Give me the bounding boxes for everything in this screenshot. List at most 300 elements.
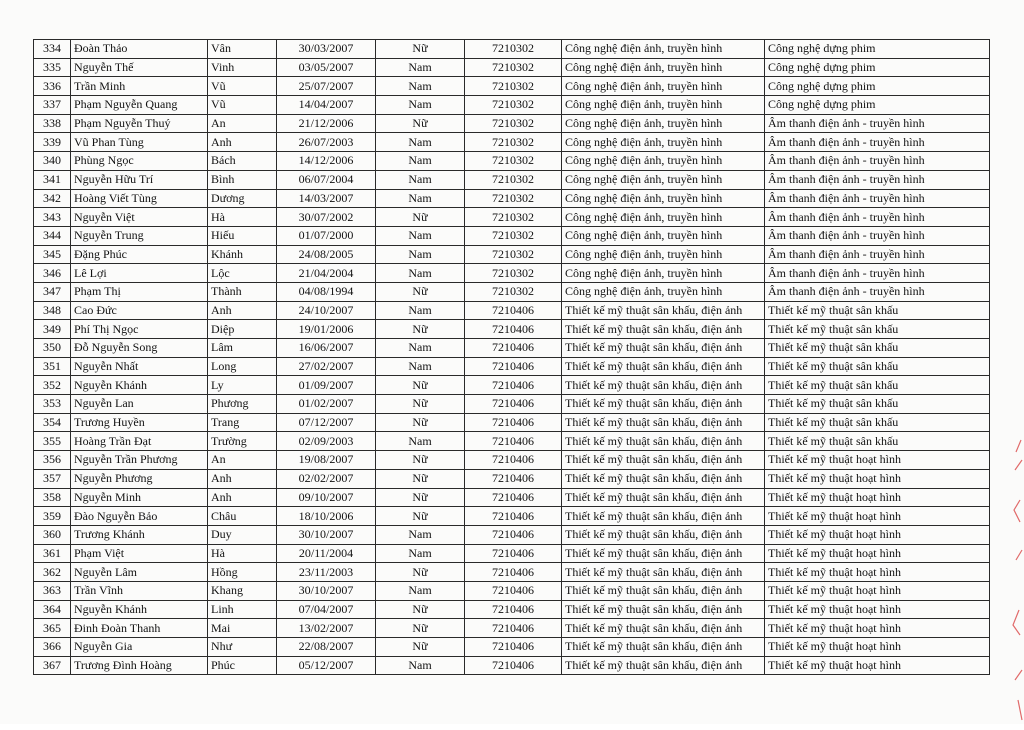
row-number-cell: 348 [34,301,71,320]
gender-cell: Nữ [376,600,465,619]
birth-date-cell: 02/09/2003 [277,432,376,451]
table-row [34,152,990,171]
surname-cell: Nguyễn Gia [71,638,208,657]
specialization-cell: Thiết kế mỹ thuật hoạt hình [765,451,990,470]
major-code-cell: 7210302 [465,282,562,301]
gender-cell: Nam [376,432,465,451]
major-code-cell: 7210302 [465,58,562,77]
surname-cell: Nguyễn Thế [71,58,208,77]
birth-date-cell: 24/08/2005 [277,245,376,264]
major-name-cell: Thiết kế mỹ thuật sân khấu, điện ảnh [562,376,765,395]
major-name-cell: Công nghệ điện ảnh, truyền hình [562,282,765,301]
major-name-cell: Công nghệ điện ảnh, truyền hình [562,208,765,227]
major-code-cell: 7210406 [465,357,562,376]
major-name-cell: Thiết kế mỹ thuật sân khấu, điện ảnh [562,656,765,675]
specialization-cell: Thiết kế mỹ thuật hoạt hình [765,638,990,657]
gender-cell: Nữ [376,282,465,301]
birth-date-cell: 24/10/2007 [277,301,376,320]
gender-cell: Nam [376,581,465,600]
major-code-cell: 7210406 [465,638,562,657]
red-stamp-edge [1010,430,1024,730]
row-number-cell: 335 [34,58,71,77]
surname-cell: Nguyễn Khánh [71,376,208,395]
given-name-cell: Anh [208,133,277,152]
surname-cell: Trần Vĩnh [71,581,208,600]
surname-cell: Phạm Thị [71,282,208,301]
specialization-cell: Âm thanh điện ảnh - truyền hình [765,189,990,208]
table-row [34,339,990,358]
birth-date-cell: 14/03/2007 [277,189,376,208]
gender-cell: Nam [376,58,465,77]
major-name-cell: Công nghệ điện ảnh, truyền hình [562,114,765,133]
surname-cell: Đặng Phúc [71,245,208,264]
major-name-cell: Thiết kế mỹ thuật sân khấu, điện ảnh [562,619,765,638]
specialization-cell: Âm thanh điện ảnh - truyền hình [765,282,990,301]
surname-cell: Phạm Nguyễn Quang [71,96,208,115]
table-row [34,451,990,470]
table-row [34,170,990,189]
major-code-cell: 7210406 [465,376,562,395]
major-code-cell: 7210406 [465,301,562,320]
birth-date-cell: 02/02/2007 [277,469,376,488]
row-number-cell: 365 [34,619,71,638]
specialization-cell: Thiết kế mỹ thuật sân khấu [765,376,990,395]
specialization-cell: Âm thanh điện ảnh - truyền hình [765,264,990,283]
row-number-cell: 347 [34,282,71,301]
given-name-cell: An [208,451,277,470]
given-name-cell: Hồng [208,563,277,582]
birth-date-cell: 30/07/2002 [277,208,376,227]
major-code-cell: 7210302 [465,77,562,96]
major-name-cell: Thiết kế mỹ thuật sân khấu, điện ảnh [562,395,765,414]
major-name-cell: Thiết kế mỹ thuật sân khấu, điện ảnh [562,469,765,488]
major-code-cell: 7210406 [465,619,562,638]
gender-cell: Nam [376,133,465,152]
row-number-cell: 337 [34,96,71,115]
major-code-cell: 7210302 [465,245,562,264]
birth-date-cell: 19/01/2006 [277,320,376,339]
row-number-cell: 353 [34,395,71,414]
surname-cell: Nguyễn Phương [71,469,208,488]
birth-date-cell: 26/07/2003 [277,133,376,152]
gender-cell: Nam [376,656,465,675]
given-name-cell: Phương [208,395,277,414]
given-name-cell: Long [208,357,277,376]
table-row [34,544,990,563]
major-name-cell: Thiết kế mỹ thuật sân khấu, điện ảnh [562,525,765,544]
given-name-cell: Châu [208,507,277,526]
major-name-cell: Thiết kế mỹ thuật sân khấu, điện ảnh [562,563,765,582]
major-code-cell: 7210302 [465,264,562,283]
table-row [34,245,990,264]
surname-cell: Phí Thị Ngọc [71,320,208,339]
gender-cell: Nữ [376,320,465,339]
surname-cell: Nguyễn Trung [71,226,208,245]
major-name-cell: Công nghệ điện ảnh, truyền hình [562,245,765,264]
major-code-cell: 7210406 [465,320,562,339]
surname-cell: Trương Đình Hoàng [71,656,208,675]
surname-cell: Nguyễn Hữu Trí [71,170,208,189]
birth-date-cell: 16/06/2007 [277,339,376,358]
student-list-table [33,39,990,675]
gender-cell: Nam [376,170,465,189]
gender-cell: Nữ [376,469,465,488]
table-row [34,226,990,245]
major-name-cell: Thiết kế mỹ thuật sân khấu, điện ảnh [562,600,765,619]
major-code-cell: 7210302 [465,152,562,171]
gender-cell: Nam [376,264,465,283]
major-code-cell: 7210302 [465,114,562,133]
table-row [34,432,990,451]
birth-date-cell: 30/10/2007 [277,581,376,600]
row-number-cell: 334 [34,40,71,59]
surname-cell: Đỗ Nguyễn Song [71,339,208,358]
gender-cell: Nữ [376,395,465,414]
given-name-cell: Lộc [208,264,277,283]
gender-cell: Nam [376,189,465,208]
major-name-cell: Công nghệ điện ảnh, truyền hình [562,58,765,77]
given-name-cell: Phúc [208,656,277,675]
birth-date-cell: 01/09/2007 [277,376,376,395]
gender-cell: Nữ [376,40,465,59]
major-code-cell: 7210302 [465,208,562,227]
given-name-cell: Dương [208,189,277,208]
row-number-cell: 366 [34,638,71,657]
table-row [34,525,990,544]
major-name-cell: Công nghệ điện ảnh, truyền hình [562,77,765,96]
given-name-cell: Như [208,638,277,657]
major-code-cell: 7210406 [465,469,562,488]
gender-cell: Nữ [376,413,465,432]
major-name-cell: Thiết kế mỹ thuật sân khấu, điện ảnh [562,544,765,563]
table-row [34,376,990,395]
gender-cell: Nam [376,96,465,115]
row-number-cell: 352 [34,376,71,395]
table-row [34,413,990,432]
major-code-cell: 7210302 [465,170,562,189]
major-name-cell: Thiết kế mỹ thuật sân khấu, điện ảnh [562,638,765,657]
given-name-cell: Duy [208,525,277,544]
surname-cell: Đoàn Thảo [71,40,208,59]
major-name-cell: Công nghệ điện ảnh, truyền hình [562,40,765,59]
major-code-cell: 7210406 [465,413,562,432]
major-code-cell: 7210406 [465,656,562,675]
specialization-cell: Thiết kế mỹ thuật hoạt hình [765,656,990,675]
major-code-cell: 7210406 [465,451,562,470]
major-name-cell: Công nghệ điện ảnh, truyền hình [562,226,765,245]
surname-cell: Cao Đức [71,301,208,320]
table-row [34,488,990,507]
major-code-cell: 7210302 [465,226,562,245]
surname-cell: Đào Nguyễn Bảo [71,507,208,526]
gender-cell: Nữ [376,376,465,395]
major-name-cell: Thiết kế mỹ thuật sân khấu, điện ảnh [562,301,765,320]
major-name-cell: Thiết kế mỹ thuật sân khấu, điện ảnh [562,507,765,526]
specialization-cell: Công nghệ dựng phim [765,40,990,59]
major-code-cell: 7210406 [465,544,562,563]
birth-date-cell: 25/07/2007 [277,77,376,96]
birth-date-cell: 01/07/2000 [277,226,376,245]
table-row [34,619,990,638]
table-row [34,282,990,301]
gender-cell: Nam [376,245,465,264]
gender-cell: Nam [376,339,465,358]
specialization-cell: Thiết kế mỹ thuật sân khấu [765,301,990,320]
row-number-cell: 357 [34,469,71,488]
major-name-cell: Công nghệ điện ảnh, truyền hình [562,96,765,115]
major-name-cell: Công nghệ điện ảnh, truyền hình [562,189,765,208]
major-code-cell: 7210406 [465,395,562,414]
birth-date-cell: 01/02/2007 [277,395,376,414]
specialization-cell: Thiết kế mỹ thuật sân khấu [765,320,990,339]
birth-date-cell: 05/12/2007 [277,656,376,675]
birth-date-cell: 14/04/2007 [277,96,376,115]
birth-date-cell: 04/08/1994 [277,282,376,301]
major-name-cell: Thiết kế mỹ thuật sân khấu, điện ảnh [562,451,765,470]
surname-cell: Trương Khánh [71,525,208,544]
birth-date-cell: 21/04/2004 [277,264,376,283]
table-row [34,395,990,414]
row-number-cell: 345 [34,245,71,264]
row-number-cell: 362 [34,563,71,582]
gender-cell: Nam [376,357,465,376]
gender-cell: Nam [376,544,465,563]
birth-date-cell: 20/11/2004 [277,544,376,563]
table-row [34,581,990,600]
birth-date-cell: 06/07/2004 [277,170,376,189]
specialization-cell: Âm thanh điện ảnh - truyền hình [765,170,990,189]
gender-cell: Nữ [376,451,465,470]
table-row [34,301,990,320]
birth-date-cell: 03/05/2007 [277,58,376,77]
specialization-cell: Thiết kế mỹ thuật hoạt hình [765,544,990,563]
row-number-cell: 364 [34,600,71,619]
table-row [34,208,990,227]
row-number-cell: 356 [34,451,71,470]
table-row [34,656,990,675]
major-name-cell: Thiết kế mỹ thuật sân khấu, điện ảnh [562,413,765,432]
major-code-cell: 7210406 [465,600,562,619]
major-name-cell: Thiết kế mỹ thuật sân khấu, điện ảnh [562,339,765,358]
given-name-cell: Vinh [208,58,277,77]
given-name-cell: Lâm [208,339,277,358]
given-name-cell: Vũ [208,96,277,115]
specialization-cell: Thiết kế mỹ thuật hoạt hình [765,619,990,638]
major-code-cell: 7210302 [465,96,562,115]
birth-date-cell: 30/03/2007 [277,40,376,59]
table-row [34,357,990,376]
birth-date-cell: 23/11/2003 [277,563,376,582]
gender-cell: Nam [376,77,465,96]
table-row [34,133,990,152]
row-number-cell: 340 [34,152,71,171]
given-name-cell: Ly [208,376,277,395]
major-code-cell: 7210406 [465,432,562,451]
gender-cell: Nam [376,152,465,171]
major-code-cell: 7210406 [465,563,562,582]
table-row [34,264,990,283]
row-number-cell: 346 [34,264,71,283]
major-code-cell: 7210302 [465,133,562,152]
given-name-cell: Thành [208,282,277,301]
specialization-cell: Thiết kế mỹ thuật hoạt hình [765,469,990,488]
row-number-cell: 336 [34,77,71,96]
row-number-cell: 338 [34,114,71,133]
row-number-cell: 361 [34,544,71,563]
given-name-cell: Hà [208,208,277,227]
gender-cell: Nam [376,301,465,320]
specialization-cell: Công nghệ dựng phim [765,77,990,96]
given-name-cell: Khang [208,581,277,600]
surname-cell: Trương Huyền [71,413,208,432]
birth-date-cell: 18/10/2006 [277,507,376,526]
specialization-cell: Âm thanh điện ảnh - truyền hình [765,245,990,264]
specialization-cell: Thiết kế mỹ thuật hoạt hình [765,507,990,526]
surname-cell: Phùng Ngọc [71,152,208,171]
major-name-cell: Thiết kế mỹ thuật sân khấu, điện ảnh [562,432,765,451]
row-number-cell: 341 [34,170,71,189]
surname-cell: Nguyễn Khánh [71,600,208,619]
surname-cell: Đinh Đoàn Thanh [71,619,208,638]
specialization-cell: Âm thanh điện ảnh - truyền hình [765,152,990,171]
major-code-cell: 7210406 [465,488,562,507]
given-name-cell: Mai [208,619,277,638]
given-name-cell: Trang [208,413,277,432]
row-number-cell: 367 [34,656,71,675]
given-name-cell: Khánh [208,245,277,264]
major-name-cell: Công nghệ điện ảnh, truyền hình [562,264,765,283]
birth-date-cell: 21/12/2006 [277,114,376,133]
birth-date-cell: 27/02/2007 [277,357,376,376]
table-row [34,77,990,96]
table-row [34,469,990,488]
specialization-cell: Thiết kế mỹ thuật hoạt hình [765,525,990,544]
gender-cell: Nữ [376,488,465,507]
specialization-cell: Thiết kế mỹ thuật hoạt hình [765,563,990,582]
gender-cell: Nam [376,226,465,245]
gender-cell: Nữ [376,114,465,133]
row-number-cell: 354 [34,413,71,432]
major-name-cell: Công nghệ điện ảnh, truyền hình [562,152,765,171]
given-name-cell: Anh [208,469,277,488]
birth-date-cell: 30/10/2007 [277,525,376,544]
major-name-cell: Thiết kế mỹ thuật sân khấu, điện ảnh [562,357,765,376]
specialization-cell: Công nghệ dựng phim [765,58,990,77]
student-list-body [34,40,990,675]
table-row [34,40,990,59]
given-name-cell: Anh [208,301,277,320]
table-row [34,189,990,208]
gender-cell: Nữ [376,563,465,582]
surname-cell: Vũ Phan Tùng [71,133,208,152]
row-number-cell: 339 [34,133,71,152]
specialization-cell: Âm thanh điện ảnh - truyền hình [765,208,990,227]
row-number-cell: 355 [34,432,71,451]
specialization-cell: Thiết kế mỹ thuật sân khấu [765,357,990,376]
specialization-cell: Thiết kế mỹ thuật sân khấu [765,339,990,358]
surname-cell: Trần Minh [71,77,208,96]
major-code-cell: 7210302 [465,40,562,59]
surname-cell: Hoàng Viết Tùng [71,189,208,208]
row-number-cell: 359 [34,507,71,526]
gender-cell: Nữ [376,507,465,526]
given-name-cell: An [208,114,277,133]
surname-cell: Phạm Việt [71,544,208,563]
table-row [34,320,990,339]
major-code-cell: 7210406 [465,525,562,544]
gender-cell: Nữ [376,619,465,638]
table-row [34,114,990,133]
birth-date-cell: 14/12/2006 [277,152,376,171]
row-number-cell: 342 [34,189,71,208]
row-number-cell: 343 [34,208,71,227]
row-number-cell: 344 [34,226,71,245]
surname-cell: Lê Lợi [71,264,208,283]
row-number-cell: 349 [34,320,71,339]
specialization-cell: Âm thanh điện ảnh - truyền hình [765,114,990,133]
given-name-cell: Vũ [208,77,277,96]
major-name-cell: Thiết kế mỹ thuật sân khấu, điện ảnh [562,488,765,507]
birth-date-cell: 22/08/2007 [277,638,376,657]
birth-date-cell: 09/10/2007 [277,488,376,507]
row-number-cell: 360 [34,525,71,544]
table-row [34,507,990,526]
given-name-cell: Anh [208,488,277,507]
table-row [34,600,990,619]
major-code-cell: 7210406 [465,581,562,600]
row-number-cell: 363 [34,581,71,600]
specialization-cell: Âm thanh điện ảnh - truyền hình [765,133,990,152]
specialization-cell: Thiết kế mỹ thuật hoạt hình [765,600,990,619]
surname-cell: Nguyễn Việt [71,208,208,227]
specialization-cell: Thiết kế mỹ thuật hoạt hình [765,488,990,507]
given-name-cell: Linh [208,600,277,619]
birth-date-cell: 07/12/2007 [277,413,376,432]
birth-date-cell: 19/08/2007 [277,451,376,470]
specialization-cell: Thiết kế mỹ thuật sân khấu [765,432,990,451]
given-name-cell: Vân [208,40,277,59]
specialization-cell: Công nghệ dựng phim [765,96,990,115]
birth-date-cell: 13/02/2007 [277,619,376,638]
given-name-cell: Bách [208,152,277,171]
row-number-cell: 358 [34,488,71,507]
specialization-cell: Thiết kế mỹ thuật sân khấu [765,395,990,414]
row-number-cell: 351 [34,357,71,376]
surname-cell: Nguyễn Trần Phương [71,451,208,470]
specialization-cell: Thiết kế mỹ thuật sân khấu [765,413,990,432]
row-number-cell: 350 [34,339,71,358]
surname-cell: Hoàng Trần Đạt [71,432,208,451]
table-row [34,96,990,115]
given-name-cell: Hiếu [208,226,277,245]
gender-cell: Nam [376,525,465,544]
gender-cell: Nữ [376,638,465,657]
surname-cell: Nguyễn Minh [71,488,208,507]
surname-cell: Nguyễn Nhất [71,357,208,376]
major-code-cell: 7210406 [465,507,562,526]
table-row [34,638,990,657]
surname-cell: Nguyễn Lâm [71,563,208,582]
given-name-cell: Trường [208,432,277,451]
major-name-cell: Công nghệ điện ảnh, truyền hình [562,170,765,189]
major-code-cell: 7210406 [465,339,562,358]
gender-cell: Nữ [376,208,465,227]
specialization-cell: Thiết kế mỹ thuật hoạt hình [765,581,990,600]
table-row [34,58,990,77]
given-name-cell: Bình [208,170,277,189]
birth-date-cell: 07/04/2007 [277,600,376,619]
surname-cell: Phạm Nguyễn Thuý [71,114,208,133]
